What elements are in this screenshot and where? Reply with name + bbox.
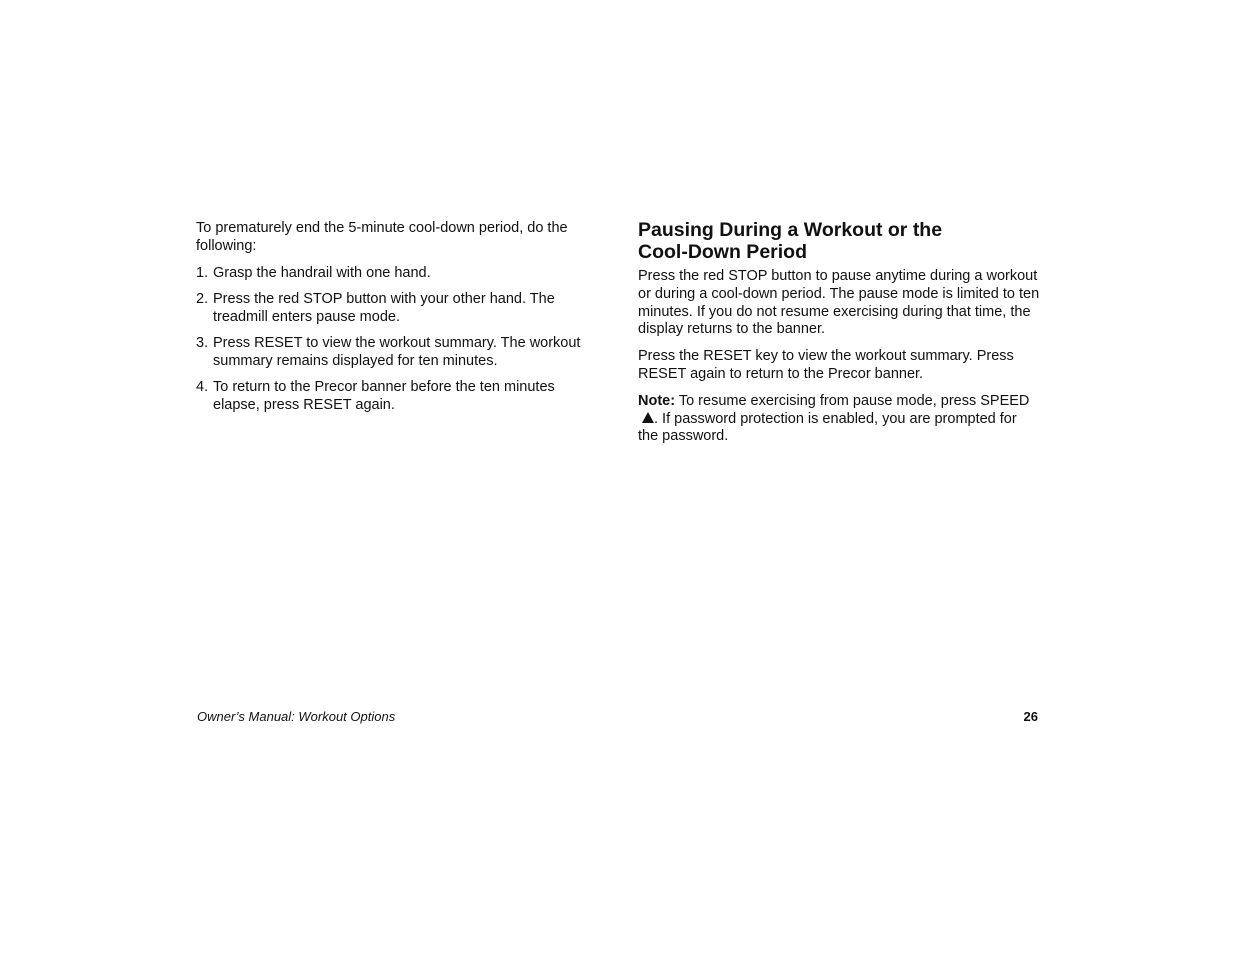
section-heading: Pausing During a Workout or the Cool-Down Period bbox=[638, 219, 943, 263]
steps-list bbox=[196, 265, 596, 415]
note-label: Note: bbox=[638, 392, 676, 409]
list-item bbox=[196, 265, 596, 283]
list-item bbox=[196, 379, 596, 415]
step-text: To return to the Precor banner before the ten minutes elapse, press RESET again. bbox=[213, 379, 555, 413]
intro-paragraph: To prematurely end the 5-minute cool-down period, do the following: bbox=[196, 220, 568, 254]
step-text: Grasp the handrail with one hand. bbox=[213, 264, 431, 281]
reset-paragraph: Press the RESET key to view the workout summary. Press RESET again to return to the Precor banner. bbox=[638, 348, 1014, 382]
page-number: 26 bbox=[1023, 709, 1038, 724]
left-column bbox=[196, 220, 596, 423]
step-number: 4. bbox=[196, 379, 209, 396]
step-number: 1. bbox=[196, 264, 209, 281]
note-text-after: . If password protection is enabled, you are prompted for the password. bbox=[638, 410, 1017, 445]
list-item bbox=[196, 335, 596, 371]
footer-title: Owner’s Manual: Workout Options bbox=[197, 709, 396, 724]
right-column bbox=[638, 219, 1040, 455]
step-text: Press RESET to view the workout summary. The workout summary remains displayed for ten minutes. bbox=[213, 334, 581, 369]
step-number: 2. bbox=[196, 290, 209, 307]
pause-paragraph: Press the red STOP button to pause anytime during a workout or during a cool-down period. The pause mode is limited to ten minutes. If you do not resume exercising during that time, the display returns to the banner. bbox=[638, 268, 1040, 338]
note-paragraph bbox=[638, 393, 1040, 446]
step-number: 3. bbox=[196, 334, 209, 351]
note-text-before: To resume exercising from pause mode, press SPEED bbox=[675, 392, 1030, 409]
step-text: Press the red STOP button with your other hand. The treadmill enters pause mode. bbox=[213, 290, 555, 325]
triangle-up-icon bbox=[642, 412, 654, 423]
list-item bbox=[196, 291, 596, 327]
